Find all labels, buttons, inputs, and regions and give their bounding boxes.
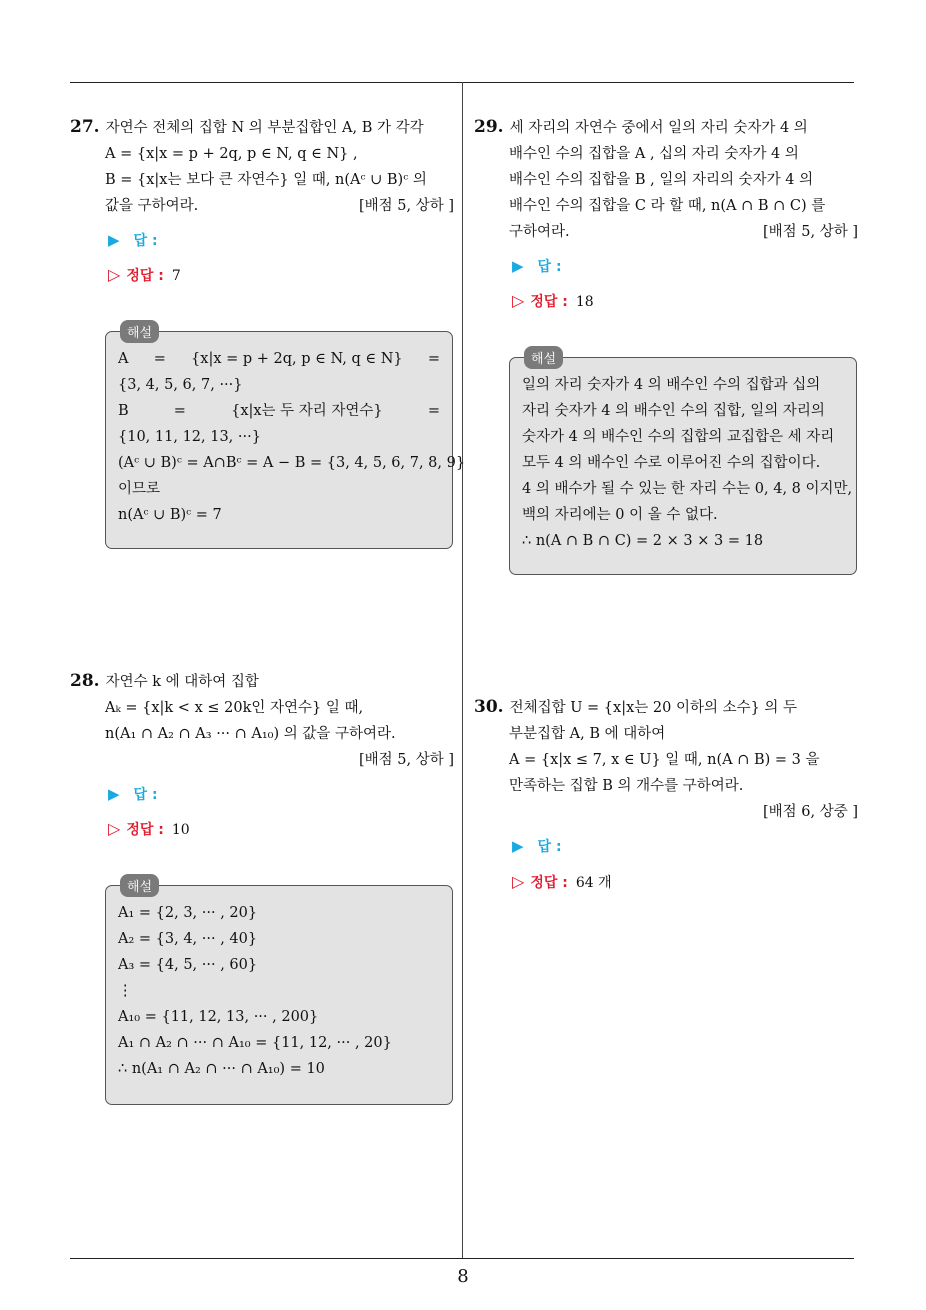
bottom-rule xyxy=(70,1258,854,1259)
explanation-box xyxy=(105,880,453,1105)
solution-arrow-icon: ▷ xyxy=(108,819,121,838)
solution-label: 정답 : xyxy=(530,294,568,310)
page-number: 8 xyxy=(457,1266,469,1287)
problem-text-line: B = {x|x는 보다 큰 자연수} 일 때, n(Aᶜ ∪ B)ᶜ 의 xyxy=(105,172,427,188)
explanation-line: A₁ ∩ A₂ ∩ ··· ∩ A₁₀ = {11, 12, ··· , 20} xyxy=(118,1035,392,1051)
solution-arrow-icon: ▷ xyxy=(512,291,525,310)
problem-28 xyxy=(70,668,454,773)
score-label: [배점 5, 상하 ] xyxy=(358,198,454,214)
explanation-line: 백의 자리에는 0 이 올 수 없다. xyxy=(522,507,718,523)
problem-text-line: 배수인 수의 집합을 B , 일의 자리의 숫자가 4 의 xyxy=(509,172,814,188)
explanation-box xyxy=(105,326,466,549)
problem-text-line: 부분집합 A, B 에 대하여 xyxy=(509,726,666,742)
problem-text-line: Aₖ = {x|k < x ≤ 20k인 자연수} 일 때, xyxy=(105,700,364,716)
answer-row xyxy=(108,784,158,804)
explanation-line: A₁₀ = {11, 12, 13, ··· , 200} xyxy=(118,1009,319,1025)
problem-text-line: A = {x|x ≤ 7, x ∈ U} 일 때, n(A ∩ B) = 3 을 xyxy=(509,752,820,768)
explanation-line: (Aᶜ ∪ B)ᶜ = A∩Bᶜ = A − B = {3, 4, 5, 6, 7, 8, 9} xyxy=(118,455,466,471)
problem-text-line: 만족하는 집합 B 의 개수를 구하여라. xyxy=(509,778,744,794)
explanation-line: 모두 4 의 배수인 수로 이루어진 수의 집합이다. xyxy=(522,455,821,471)
explanation-line: A = {x|x = p + 2q, p ∈ N, q ∈ N} = xyxy=(118,351,440,367)
problem-text-line: A = {x|x = p + 2q, p ∈ N, q ∈ N} , xyxy=(105,146,358,162)
solution-arrow-icon: ▷ xyxy=(108,265,121,284)
explanation-line: n(Aᶜ ∪ B)ᶜ = 7 xyxy=(118,507,222,523)
explanation-line: A₃ = {4, 5, ··· , 60} xyxy=(118,957,258,973)
answer-label: 답 : xyxy=(537,259,562,275)
answer-row xyxy=(108,230,158,250)
explanation-line: {10, 11, 12, 13, ···} xyxy=(118,429,261,445)
problem-27 xyxy=(70,114,454,219)
answer-arrow-icon: ▶ xyxy=(512,837,524,855)
solution-row xyxy=(108,819,190,839)
problem-text-line: 구하여라. xyxy=(509,224,570,240)
explanation-line: ∴ n(A ∩ B ∩ C) = 2 × 3 × 3 = 18 xyxy=(522,533,764,549)
answer-row xyxy=(512,256,562,276)
problem-number: 29. xyxy=(474,117,504,137)
explanation-tag: 해설 xyxy=(524,346,563,369)
explanation-line: 이므로 xyxy=(118,481,161,497)
solution-row xyxy=(512,872,612,892)
explanation-line: 자리 숫자가 4 의 배수인 수의 집합, 일의 자리의 xyxy=(522,403,825,419)
problem-text-line: 배수인 수의 집합을 C 라 할 때, n(A ∩ B ∩ C) 를 xyxy=(509,198,826,214)
explanation-line: 숫자가 4 의 배수인 수의 집합의 교집합은 세 자리 xyxy=(522,429,835,445)
explanation-tag: 해설 xyxy=(120,874,159,897)
problem-text-line: 자연수 전체의 집합 N 의 부분집합인 A, B 가 각각 xyxy=(105,120,424,136)
problem-29 xyxy=(474,114,858,245)
solution-arrow-icon: ▷ xyxy=(512,872,525,891)
problem-text-line: 자연수 k 에 대하여 집합 xyxy=(105,674,259,690)
score-label: [배점 5, 상하 ] xyxy=(762,224,858,240)
answer-label: 답 : xyxy=(133,787,158,803)
explanation-line: 4 의 배수가 될 수 있는 한 자리 수는 0, 4, 8 이지만, xyxy=(522,481,853,497)
explanation-tag: 해설 xyxy=(120,320,159,343)
solution-value: 18 xyxy=(575,294,594,310)
explanation-line: A₁ = {2, 3, ··· , 20} xyxy=(118,905,258,921)
score-label: [배점 5, 상하 ] xyxy=(358,752,454,768)
column-divider xyxy=(462,82,463,1258)
explanation-line: {3, 4, 5, 6, 7, ···} xyxy=(118,377,243,393)
problem-text-line: n(A₁ ∩ A₂ ∩ A₃ ··· ∩ A₁₀) 의 값을 구하여라. xyxy=(105,726,396,742)
solution-row xyxy=(512,291,594,311)
problem-text-line: 세 자리의 자연수 중에서 일의 자리 숫자가 4 의 xyxy=(509,120,808,136)
answer-label: 답 : xyxy=(537,839,562,855)
problem-text-line: 전체집합 U = {x|x는 20 이하의 소수} 의 두 xyxy=(509,700,798,716)
answer-arrow-icon: ▶ xyxy=(108,785,120,803)
answer-arrow-icon: ▶ xyxy=(108,231,120,249)
problem-text-line: 값을 구하여라. xyxy=(105,198,199,214)
solution-value: 10 xyxy=(171,822,190,838)
problem-30 xyxy=(474,694,858,825)
explanation-line: ⋮ xyxy=(118,983,133,999)
explanation-line: ∴ n(A₁ ∩ A₂ ∩ ··· ∩ A₁₀) = 10 xyxy=(118,1061,325,1077)
explanation-line: 일의 자리 숫자가 4 의 배수인 수의 집합과 십의 xyxy=(522,377,821,393)
solution-row xyxy=(108,265,181,285)
explanation-line: B = {x|x는 두 자리 자연수} = xyxy=(118,403,440,419)
answer-arrow-icon: ▶ xyxy=(512,257,524,275)
explanation-line: A₂ = {3, 4, ··· , 40} xyxy=(118,931,258,947)
problem-number: 30. xyxy=(474,697,504,717)
solution-value: 7 xyxy=(171,268,181,284)
solution-label: 정답 : xyxy=(530,875,568,891)
answer-row xyxy=(512,836,562,856)
answer-label: 답 : xyxy=(133,233,158,249)
explanation-box xyxy=(509,352,857,575)
solution-label: 정답 : xyxy=(126,268,164,284)
solution-label: 정답 : xyxy=(126,822,164,838)
problem-number: 27. xyxy=(70,117,100,137)
score-label: [배점 6, 상중 ] xyxy=(762,804,858,820)
solution-value: 64 개 xyxy=(575,875,612,891)
problem-number: 28. xyxy=(70,671,100,691)
problem-text-line: 배수인 수의 집합을 A , 십의 자리 숫자가 4 의 xyxy=(509,146,799,162)
